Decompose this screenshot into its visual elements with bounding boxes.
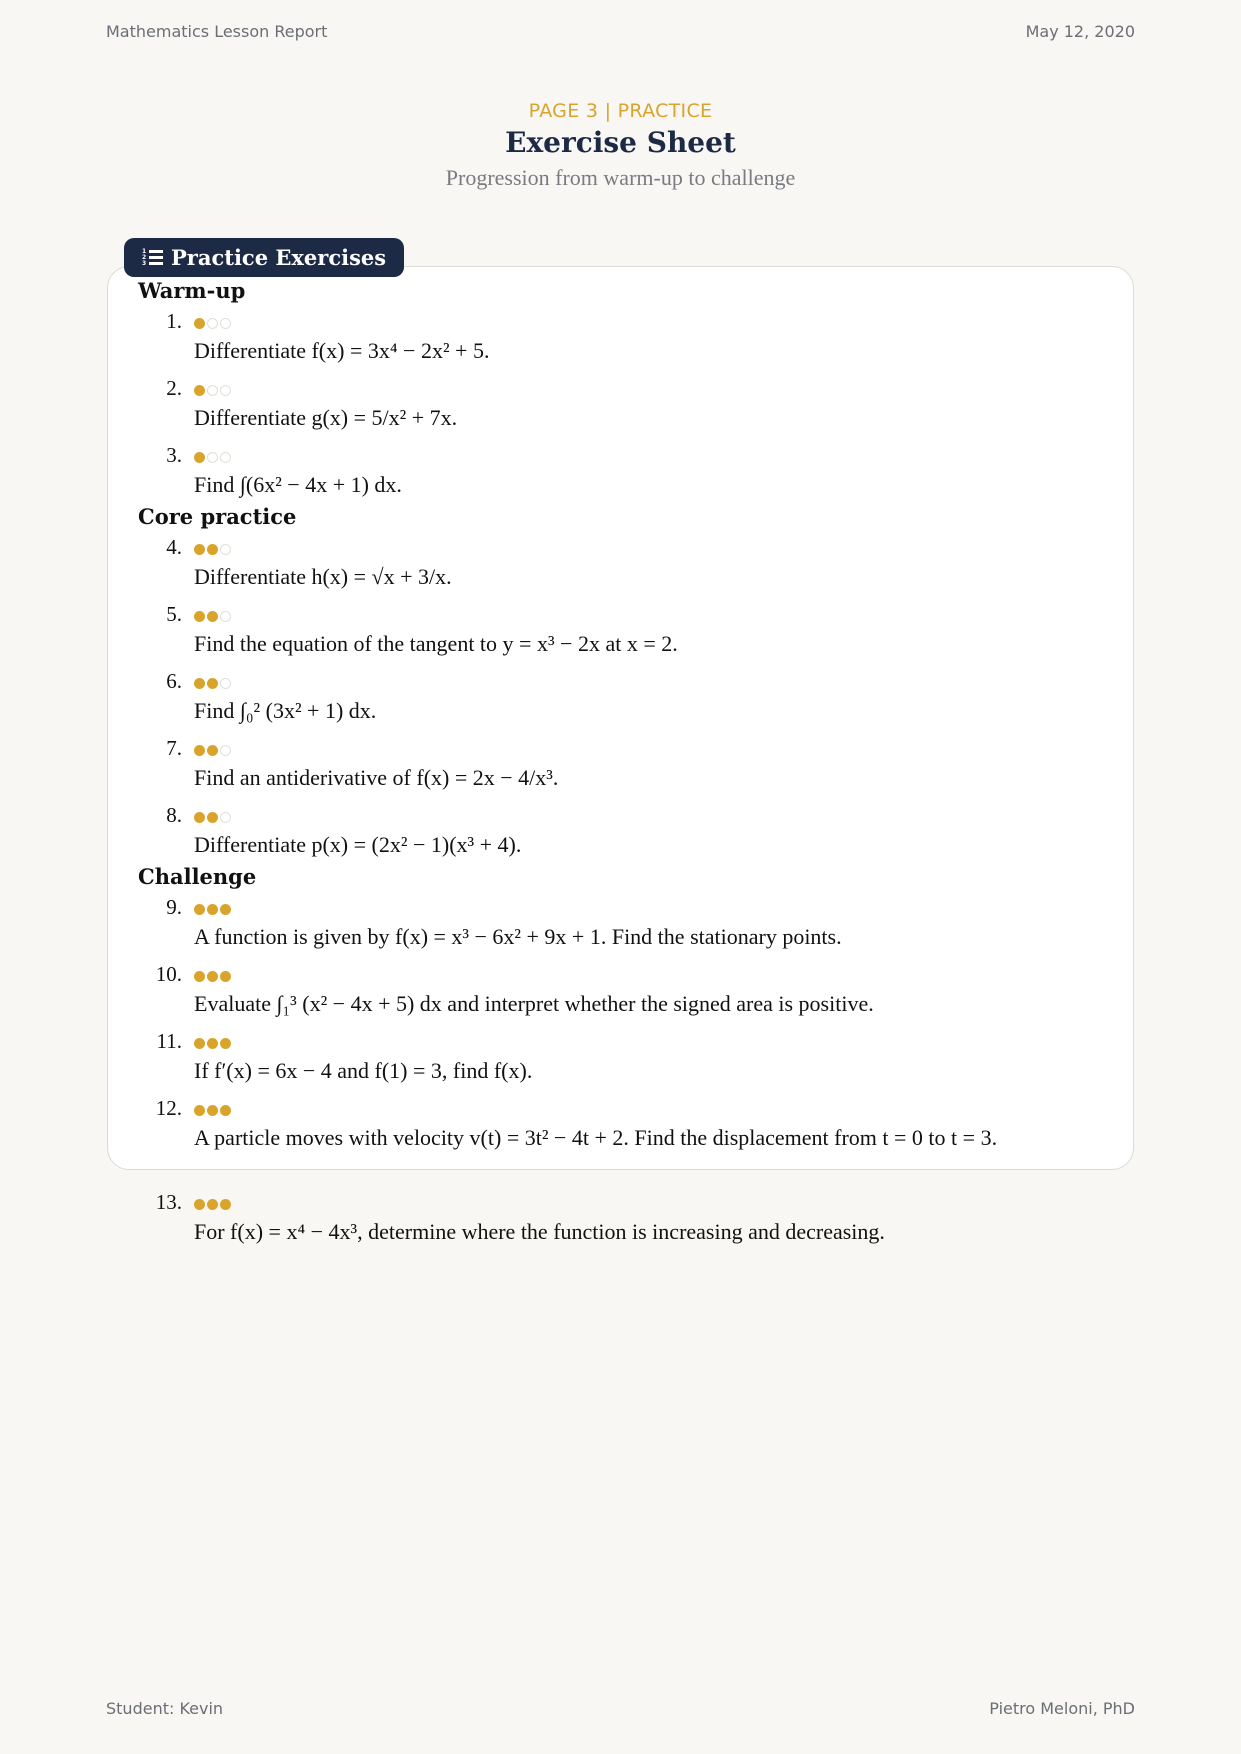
card-tab: [124, 238, 404, 277]
exercise-text: Evaluate ∫₁³ (x² − 4x + 5) dx and interpret whether the signed area is positive.: [194, 991, 874, 1016]
section-heading: Challenge: [138, 864, 257, 889]
exercise-number: 13.: [155, 1190, 182, 1214]
difficulty-rating: [194, 532, 1118, 562]
report-date: May 12, 2020: [1025, 22, 1135, 41]
running-footer: [106, 1699, 1135, 1718]
difficulty-rating: [194, 666, 1118, 696]
exercise-item: [138, 1026, 1118, 1086]
difficulty-rating: [194, 959, 1118, 989]
exercise-number: 7.: [166, 736, 182, 760]
filled-dot-icon: [207, 678, 218, 689]
exercise-text: Differentiate g(x) = 5/x² + 7x.: [194, 405, 458, 430]
filled-dot-icon: [194, 971, 205, 982]
exercise-number: 5.: [166, 602, 182, 626]
exercise-text: Find ∫(6x² − 4x + 1) dx.: [194, 472, 402, 497]
filled-dot-icon: [194, 745, 205, 756]
exercise-text: A function is given by f(x) = x³ − 6x² + 9x + 1. Find the stationary points.: [194, 924, 842, 949]
difficulty-rating: [194, 892, 1118, 922]
filled-dot-icon: [194, 544, 205, 555]
filled-dot-icon: [194, 678, 205, 689]
card-tab-label: Practice Exercises: [171, 245, 387, 270]
filled-dot-icon: [194, 1105, 205, 1116]
report-title: Mathematics Lesson Report: [106, 22, 328, 41]
empty-dot-icon: [220, 611, 231, 622]
exercise-number: 6.: [166, 669, 182, 693]
student-name: Student: Kevin: [106, 1699, 224, 1718]
exercise-item: [138, 440, 1118, 500]
filled-dot-icon: [194, 452, 205, 463]
exercise-item: [138, 733, 1118, 793]
filled-dot-icon: [207, 1105, 218, 1116]
filled-dot-icon: [207, 544, 218, 555]
filled-dot-icon: [194, 812, 205, 823]
exercise-number: 10.: [155, 962, 182, 986]
exercise-item: [138, 1187, 1118, 1247]
filled-dot-icon: [194, 318, 205, 329]
difficulty-rating: [194, 1187, 1118, 1217]
exercise-number: 11.: [156, 1029, 182, 1053]
exercise-text: If f′(x) = 6x − 4 and f(1) = 3, find f(x).: [194, 1058, 533, 1083]
exercise-item: [138, 532, 1118, 592]
running-header: [106, 22, 1135, 41]
exercise-text: Differentiate p(x) = (2x² − 1)(x³ + 4).: [194, 832, 522, 857]
difficulty-rating: [194, 373, 1118, 403]
exercise-item: [138, 892, 1118, 952]
filled-dot-icon: [207, 611, 218, 622]
empty-dot-icon: [220, 544, 231, 555]
exercise-item: [138, 959, 1118, 1019]
exercise-item: [138, 599, 1118, 659]
filled-dot-icon: [207, 1199, 218, 1210]
exercise-item: [138, 306, 1118, 366]
filled-dot-icon: [207, 904, 218, 915]
author-name: Pietro Meloni, PhD: [989, 1699, 1135, 1718]
filled-dot-icon: [220, 1038, 231, 1049]
filled-dot-icon: [194, 1038, 205, 1049]
page-subtitle: Progression from warm-up to challenge: [445, 165, 796, 190]
difficulty-rating: [194, 440, 1118, 470]
exercise-number: 4.: [166, 535, 182, 559]
empty-dot-icon: [220, 318, 231, 329]
filled-dot-icon: [207, 812, 218, 823]
title-block: [0, 100, 1241, 191]
exercise-number: 2.: [166, 376, 182, 400]
page-title: Exercise Sheet: [505, 126, 736, 159]
empty-dot-icon: [207, 385, 218, 396]
exercise-text: Differentiate f(x) = 3x⁴ − 2x² + 5.: [194, 338, 490, 363]
filled-dot-icon: [194, 611, 205, 622]
exercise-number: 8.: [166, 803, 182, 827]
empty-dot-icon: [220, 812, 231, 823]
exercise-text: Find ∫₀² (3x² + 1) dx.: [194, 698, 377, 723]
difficulty-rating: [194, 1093, 1118, 1123]
empty-dot-icon: [220, 385, 231, 396]
numbered-list-icon: 1 2 3: [142, 250, 163, 265]
exercise-text: A particle moves with velocity v(t) = 3t² − 4t + 2. Find the displacement from t = 0 to t = 3.: [194, 1125, 998, 1150]
filled-dot-icon: [220, 1105, 231, 1116]
exercise-text: For f(x) = x⁴ − 4x³, determine where the function is increasing and decreasing.: [194, 1219, 885, 1244]
exercise-number: 9.: [166, 895, 182, 919]
difficulty-rating: [194, 800, 1118, 830]
exercise-item: [138, 373, 1118, 433]
difficulty-rating: [194, 1026, 1118, 1056]
filled-dot-icon: [220, 971, 231, 982]
exercise-text: Differentiate h(x) = √x + 3/x.: [194, 564, 452, 589]
exercise-list: [138, 276, 1118, 1249]
exercise-text: Find the equation of the tangent to y = x³ − 2x at x = 2.: [194, 631, 678, 656]
exercise-number: 3.: [166, 443, 182, 467]
empty-dot-icon: [207, 452, 218, 463]
empty-dot-icon: [207, 318, 218, 329]
exercise-number: 1.: [166, 309, 182, 333]
difficulty-rating: [194, 599, 1118, 629]
filled-dot-icon: [207, 1038, 218, 1049]
section-heading: Core practice: [138, 504, 297, 529]
filled-dot-icon: [220, 1199, 231, 1210]
page-kicker: PAGE 3 | PRACTICE: [528, 100, 713, 122]
empty-dot-icon: [220, 452, 231, 463]
filled-dot-icon: [220, 904, 231, 915]
filled-dot-icon: [194, 1199, 205, 1210]
difficulty-rating: [194, 306, 1118, 336]
exercise-item: [138, 666, 1118, 726]
difficulty-rating: [194, 733, 1118, 763]
filled-dot-icon: [207, 971, 218, 982]
filled-dot-icon: [194, 904, 205, 915]
exercise-text: Find an antiderivative of f(x) = 2x − 4/x³.: [194, 765, 559, 790]
empty-dot-icon: [220, 678, 231, 689]
filled-dot-icon: [194, 385, 205, 396]
empty-dot-icon: [220, 745, 231, 756]
filled-dot-icon: [207, 745, 218, 756]
exercise-item: [138, 1093, 1118, 1153]
exercise-number: 12.: [155, 1096, 182, 1120]
section-heading: Warm-up: [138, 278, 246, 303]
exercise-item: [138, 800, 1118, 860]
